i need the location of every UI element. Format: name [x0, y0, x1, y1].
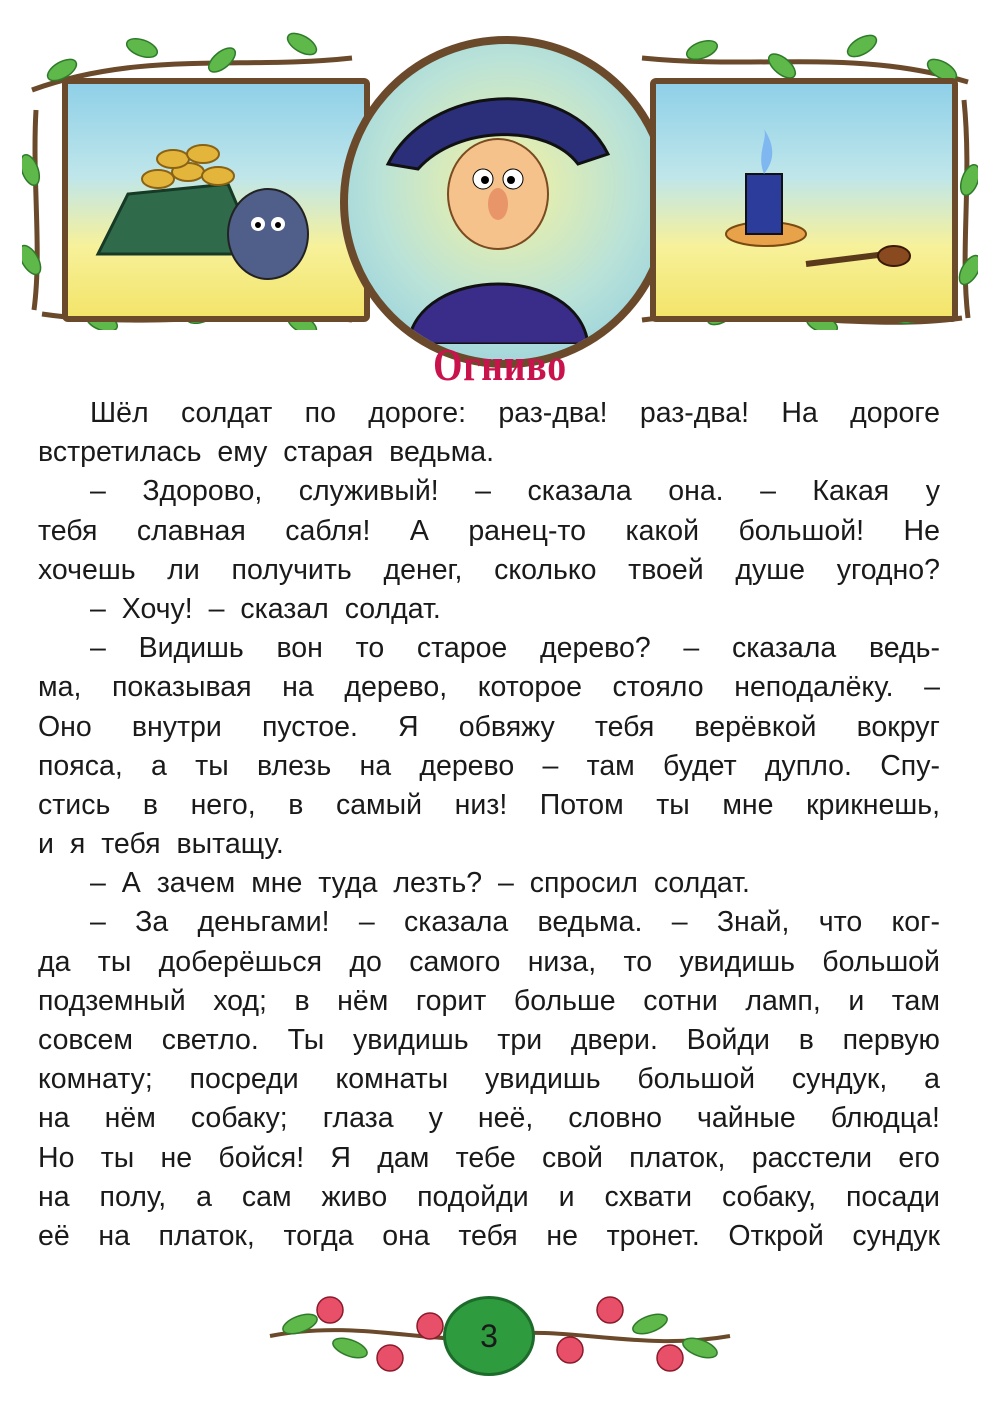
text-line: и я тебя вытащу.: [38, 828, 284, 861]
left-panel-bag-cat: [62, 78, 370, 322]
text-line: ма, показывая на дерево, которое стояло неподалёку. –: [38, 671, 940, 704]
page-number-badge: [443, 1296, 535, 1376]
bag-with-coins-icon: [68, 84, 364, 316]
text-line: стись в него, в самый низ! Потом ты мне крикнешь,: [38, 788, 940, 821]
text-line: Оно внутри пустое. Я обвяжу тебя верёвкой вокруг: [38, 710, 940, 743]
text-line: Шёл солдат по дороге: раз-два! раз-два! На дороге: [90, 397, 940, 429]
soldier-medallion: [340, 36, 672, 368]
pipe-icon: [878, 246, 910, 266]
story-text: [38, 394, 940, 1256]
text-line: комнату; посреди комнаты увидишь большой сундук, а: [38, 1063, 940, 1096]
right-panel-candle: [650, 78, 958, 322]
text-line: подземный ход; в нём горит больше сотни ламп, и там: [38, 984, 940, 1017]
text-line: – Видишь вон то старое дерево? – сказала ведь-: [90, 632, 940, 665]
candle-icon: [656, 84, 952, 316]
text-line: её на платок, тогда она тебя не тронет. Открой сундук: [38, 1219, 940, 1252]
cat-icon: [228, 189, 308, 279]
header-illustration: [22, 30, 978, 330]
text-line: Но ты не бойся! Я дам тебе свой платок, расстели его: [38, 1141, 940, 1174]
text-line: – А зачем мне туда лезть? – спросил солдат.: [90, 867, 750, 900]
text-line: – Хочу! – сказал солдат.: [90, 592, 441, 625]
text-line: пояса, а ты влезь на дерево – там будет дупло. Спу-: [38, 749, 940, 782]
text-line: – За деньгами! – сказала ведьма. – Знай, что ког-: [90, 906, 940, 939]
text-line: совсем светло. Ты увидишь три двери. Войди в первую: [38, 1024, 940, 1056]
text-line: хочешь ли получить денег, сколько твоей душе угодно?: [38, 553, 940, 586]
page-number: 3: [480, 1317, 498, 1354]
text-line: на нём собаку; глаза у неё, словно чайные блюдца!: [38, 1102, 940, 1135]
soldier-icon: [348, 44, 648, 344]
text-line: на полу, а сам живо подойди и схвати собаку, посади: [38, 1180, 940, 1213]
page-title: Огниво: [433, 339, 567, 390]
text-line: – Здорово, служивый! – сказала она. – Какая у: [90, 475, 940, 508]
text-line: тебя славная сабля! А ранец-то какой большой! Не: [38, 514, 940, 547]
text-line: да ты доберёшься до самого низа, то увидишь большой: [38, 945, 940, 978]
text-line: встретилась ему старая ведьма.: [38, 436, 495, 469]
